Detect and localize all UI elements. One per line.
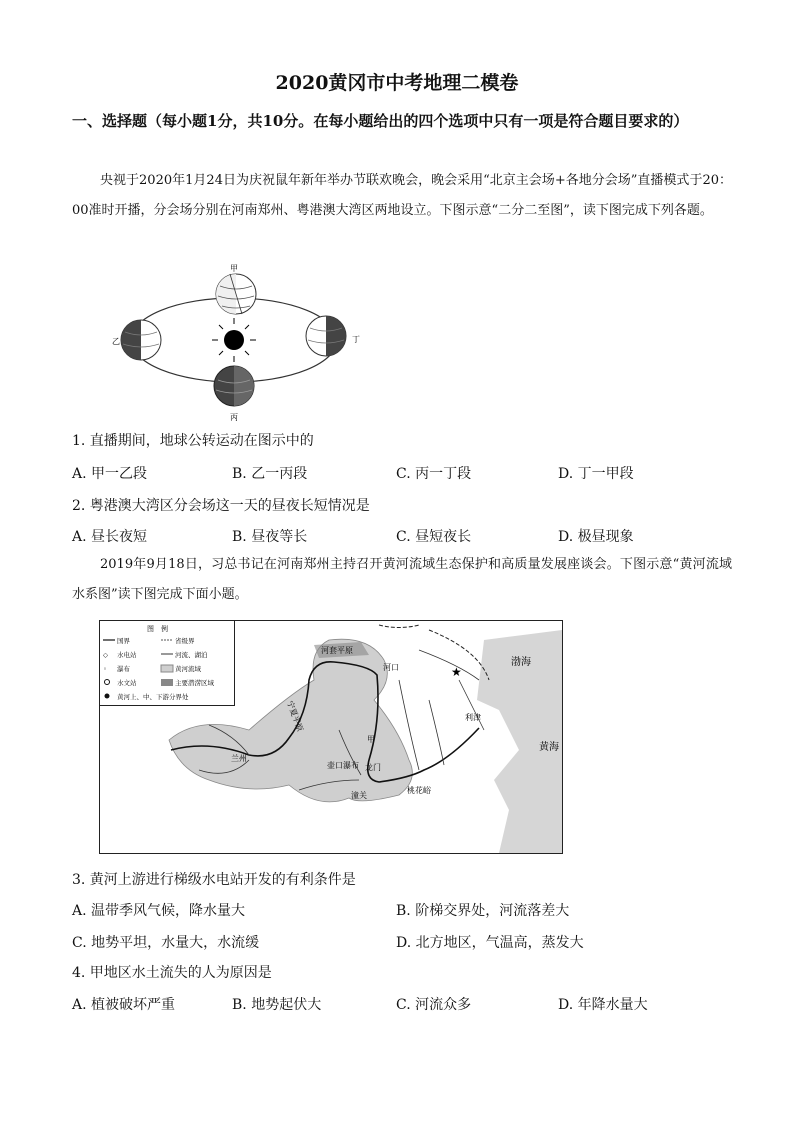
globe-jia <box>216 274 256 314</box>
legend-title: 图 例 <box>147 625 168 633</box>
q2-option-a: A. 昼长夜短 <box>72 529 148 545</box>
legend-flood-area: 主要潜涝区域 <box>175 679 214 687</box>
yellow-river-map <box>99 620 563 854</box>
label-bing: 丙 <box>230 413 238 422</box>
map-legend <box>100 621 235 706</box>
page-title: 2020黄冈市中考地理二模卷 <box>275 72 519 94</box>
place-tongguan: 潼关 <box>351 791 367 800</box>
q4-option-a: A. 植被破坏严重 <box>72 997 176 1013</box>
place-lanzhou: 兰州 <box>231 754 247 763</box>
place-hetao: 河套平原 <box>321 646 353 655</box>
q2-option-d: D. 极昼现象 <box>558 529 634 545</box>
globe-bing <box>214 366 254 406</box>
q4-option-b: B. 地势起伏大 <box>232 997 322 1013</box>
place-longmen: 龙门 <box>365 763 381 772</box>
q1-option-b: B. 乙一丙段 <box>232 466 308 482</box>
legend-hydropower: 水电站 <box>117 651 137 659</box>
place-lijin: 利津 <box>465 713 481 722</box>
legend-national-border: 国界 <box>117 637 130 645</box>
intro-paragraph-2 <box>72 550 732 610</box>
place-hekou: 河口 <box>383 663 399 672</box>
question-2-stem: 2. 粤港澳大湾区分会场这一天的昼夜长短情况是 <box>72 498 370 514</box>
globe-ding <box>306 316 346 356</box>
place-jia: 甲 <box>367 735 375 744</box>
question-1-stem: 1. 直播期间，地球公转运动在图示中的 <box>72 433 314 449</box>
equinox-solstice-figure <box>110 262 372 422</box>
q1-option-d: D. 丁一甲段 <box>558 466 634 482</box>
intro-text-1: 央视于2020年1月24日为庆祝鼠年新年举办节联欢晚会，晚会采用“北京主会场+各地分会场”直播模式于20：00准时开播，分会场分别在河南郑州、粤港澳大湾区两地设立。下图示意“二分二至图”，读下图完成下列各题。 <box>72 173 732 218</box>
q4-option-c: C. 河流众多 <box>396 997 472 1013</box>
legend-basin: 黄河流域 <box>175 665 201 673</box>
label-ding: 丁 <box>352 335 360 344</box>
q3-option-c: C. 地势平坦，水量大，水流缓 <box>72 935 260 951</box>
globe-yi <box>121 320 161 360</box>
q4-option-d: D. 年降水量大 <box>558 997 648 1013</box>
q1-option-c: C. 丙一丁段 <box>396 466 472 482</box>
label-jia: 甲 <box>230 264 238 273</box>
question-3-stem: 3. 黄河上游进行梯级水电站开发的有利条件是 <box>72 872 356 888</box>
place-bohai: 渤海 <box>511 657 531 668</box>
q2-option-b: B. 昼夜等长 <box>232 529 308 545</box>
capital-star-icon: ★ <box>451 665 462 679</box>
q2-option-c: C. 昼短夜长 <box>396 529 472 545</box>
question-4-stem: 4. 甲地区水土流失的人为原因是 <box>72 965 272 981</box>
intro-text-2: 2019年9月18日，习总书记在河南郑州主持召开黄河流域生态保护和高质量发展座谈会。下图示意“黄河流域水系图”读下图完成下面小题。 <box>72 557 732 602</box>
legend-river-division: 黄河上、中、下游分界处 <box>117 693 189 701</box>
q3-option-d: D. 北方地区，气温高，蒸发大 <box>396 935 584 951</box>
sun-icon <box>212 318 256 362</box>
place-huanghai: 黄海 <box>539 742 559 753</box>
q3-option-a: A. 温带季风气候，降水量大 <box>72 903 246 919</box>
intro-paragraph-1 <box>72 166 732 226</box>
section-heading: 一、选择题（每小题1分，共10分。在每小题给出的四个选项中只有一项是符合题目要求的） <box>72 112 689 130</box>
label-yi: 乙 <box>112 337 120 346</box>
place-ningxia: 宁夏平原 <box>285 699 305 733</box>
q3-option-b: B. 阶梯交界处，河流落差大 <box>396 903 570 919</box>
legend-rivers: 河流、湖泊 <box>175 651 208 659</box>
legend-hydro-station: 水文站 <box>117 679 137 687</box>
legend-provincial-border: 省级界 <box>175 637 195 645</box>
legend-waterfall: 瀑布 <box>117 665 130 673</box>
legend-waterfall-icon: ◦ <box>103 665 107 673</box>
q1-option-a: A. 甲一乙段 <box>72 466 148 482</box>
place-taohuayu: 桃花峪 <box>407 786 431 795</box>
legend-hydropower-icon: ◇ <box>103 651 108 659</box>
place-hukou: 壶口瀑布 <box>327 761 359 770</box>
